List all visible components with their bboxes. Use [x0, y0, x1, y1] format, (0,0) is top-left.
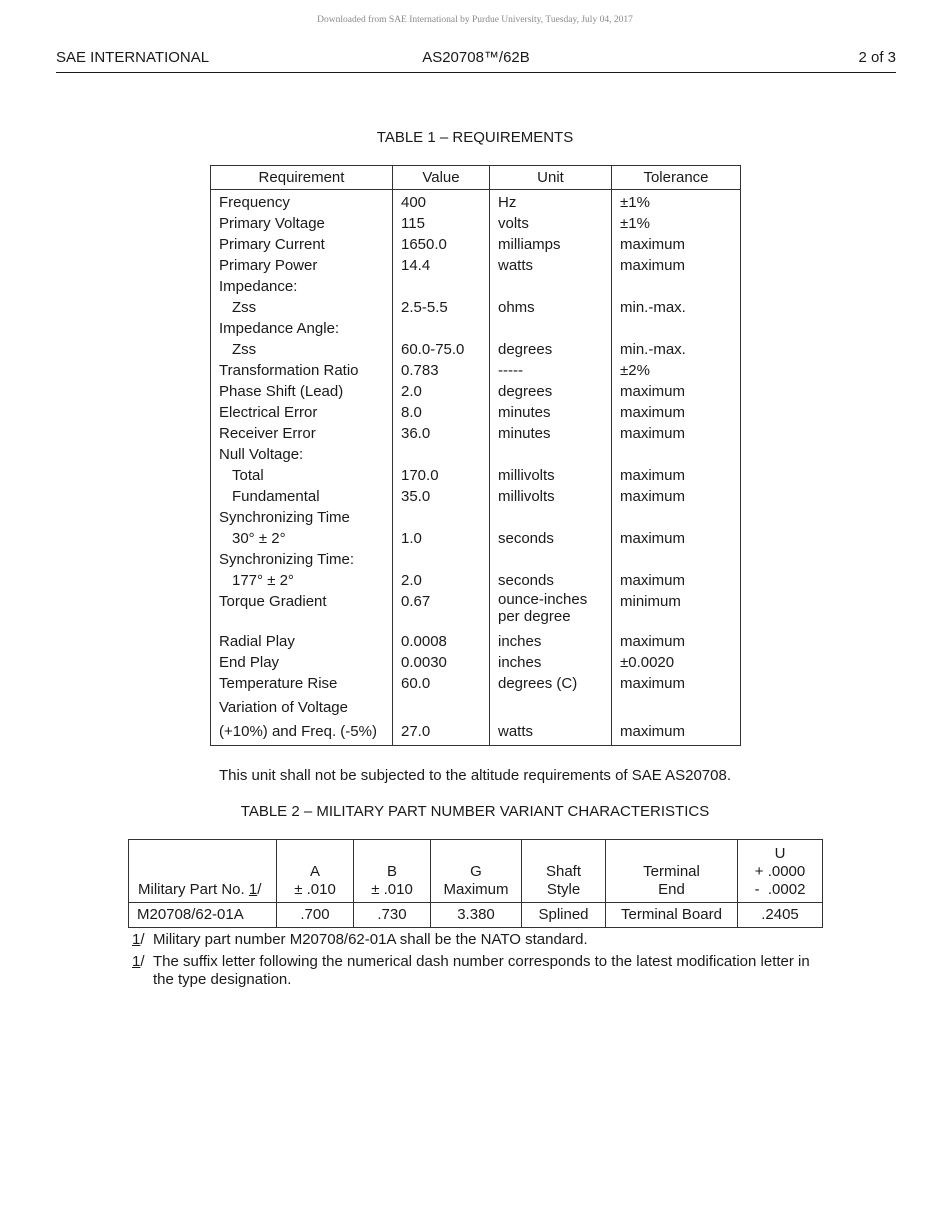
table-row [211, 549, 741, 570]
header-line: Shaft [545, 863, 582, 880]
table-row [211, 297, 741, 318]
table-row [129, 903, 823, 928]
header-line: + .0000 [754, 863, 806, 880]
req-cell: Radial Play [211, 631, 393, 652]
value-cell [393, 444, 490, 465]
header-line: A [309, 863, 320, 880]
unit-cell: millivolts [490, 486, 612, 507]
unit-cell: seconds [490, 528, 612, 549]
value-cell: 0.0008 [393, 631, 490, 652]
download-watermark: Downloaded from SAE International by Purdue University, Tuesday, July 04, 2017 [317, 15, 633, 25]
a-cell: .700 [277, 903, 354, 928]
header-page-number: 2 of 3 [858, 49, 896, 66]
req-cell: 177° ± 2° [211, 570, 393, 591]
value-cell [393, 507, 490, 528]
value-cell [393, 318, 490, 339]
value-cell: 35.0 [393, 486, 490, 507]
tolerance-cell: maximum [612, 631, 741, 652]
value-cell: 0.0030 [393, 652, 490, 673]
unit-cell: degrees [490, 381, 612, 402]
unit-cell [490, 444, 612, 465]
value-cell: 8.0 [393, 402, 490, 423]
value-cell: 0.67 [393, 591, 490, 631]
col-header-unit: Unit [490, 166, 612, 190]
footnote-number: 1 [132, 953, 141, 970]
unit-cell: watts [490, 255, 612, 276]
tolerance-cell: maximum [612, 528, 741, 549]
req-cell: Frequency [211, 190, 393, 214]
shaft-cell: Splined [522, 903, 606, 928]
u-cell: .2405 [738, 903, 823, 928]
footnote-number: 1 [132, 931, 141, 948]
unit-cell: inches [490, 652, 612, 673]
value-cell: 115 [393, 213, 490, 234]
header-line: Maximum [443, 881, 509, 898]
b-cell: .730 [354, 903, 431, 928]
g-cell: 3.380 [431, 903, 522, 928]
table-row [211, 631, 741, 652]
col-header-requirement: Requirement [211, 166, 393, 190]
unit-cell [490, 591, 612, 631]
table-row [211, 465, 741, 486]
req-cell: (+10%) and Freq. (-5%) [211, 721, 393, 746]
table-row [211, 570, 741, 591]
unit-cell: minutes [490, 423, 612, 444]
tolerance-cell: maximum [612, 234, 741, 255]
table-row [211, 402, 741, 423]
header-line: Style [546, 881, 581, 898]
value-cell: 2.5-5.5 [393, 297, 490, 318]
tolerance-cell: minimum [612, 591, 741, 631]
table-row [211, 721, 741, 746]
part-no-cell: M20708/62-01A [129, 903, 277, 928]
req-cell: Fundamental [211, 486, 393, 507]
footnote-ref-slash: / [257, 881, 262, 898]
tolerance-cell [612, 318, 741, 339]
footnote-slash: / [140, 953, 145, 970]
req-cell: Transformation Ratio [211, 360, 393, 381]
value-cell: 170.0 [393, 465, 490, 486]
req-cell: Primary Power [211, 255, 393, 276]
page-header [56, 49, 896, 73]
table-row [211, 190, 741, 214]
tolerance-cell: maximum [612, 423, 741, 444]
table-row [211, 444, 741, 465]
footnote-ref: 1 [248, 881, 258, 898]
req-cell: Primary Voltage [211, 213, 393, 234]
table-row [211, 652, 741, 673]
tolerance-cell: ±1% [612, 213, 741, 234]
header-org: SAE INTERNATIONAL [56, 49, 210, 66]
terminal-cell: Terminal Board [606, 903, 738, 928]
header-line: ± .010 [371, 881, 413, 898]
table-row [211, 673, 741, 697]
part-number-table [128, 839, 823, 928]
req-cell: 30° ± 2° [211, 528, 393, 549]
value-cell: 14.4 [393, 255, 490, 276]
value-cell [393, 276, 490, 297]
value-cell [393, 549, 490, 570]
col-header-part-no [129, 840, 277, 903]
unit-line-1: ounce-inches [498, 591, 588, 608]
table-row [211, 213, 741, 234]
unit-cell: Hz [490, 190, 612, 214]
tolerance-cell [612, 276, 741, 297]
tolerance-cell: maximum [612, 255, 741, 276]
tolerance-cell: ±2% [612, 360, 741, 381]
tolerance-cell: maximum [612, 570, 741, 591]
footnote-mark [132, 931, 145, 949]
value-cell: 1.0 [393, 528, 490, 549]
value-cell: 2.0 [393, 381, 490, 402]
col-header-b [354, 840, 431, 903]
value-cell: 400 [393, 190, 490, 214]
col-header-tolerance: Tolerance [612, 166, 741, 190]
tolerance-cell: maximum [612, 486, 741, 507]
unit-line-2: per degree [498, 608, 571, 625]
req-cell: Null Voltage: [211, 444, 393, 465]
req-cell: Impedance: [211, 276, 393, 297]
table-row [211, 507, 741, 528]
footnote-mark [132, 953, 145, 971]
table-row [211, 318, 741, 339]
altitude-note: This unit shall not be subjected to the altitude requirements of SAE AS20708. [219, 767, 731, 784]
part-no-label: Military Part No. [138, 881, 245, 898]
req-cell: Synchronizing Time [211, 507, 393, 528]
unit-cell [490, 507, 612, 528]
table1-header-row [211, 166, 741, 190]
tolerance-cell: ±1% [612, 190, 741, 214]
value-cell: 0.783 [393, 360, 490, 381]
tolerance-cell: maximum [612, 721, 741, 746]
table-row [211, 528, 741, 549]
unit-cell: watts [490, 721, 612, 746]
tolerance-cell: maximum [612, 673, 741, 697]
tolerance-cell [612, 444, 741, 465]
footnote-text: Military part number M20708/62-01A shall be the NATO standard. [153, 931, 588, 948]
footnote-text: The suffix letter following the numerical dash number corresponds to the latest modification letter in the type designation. [153, 953, 810, 988]
table-row [211, 486, 741, 507]
req-cell: Electrical Error [211, 402, 393, 423]
col-header-g [431, 840, 522, 903]
value-cell [393, 697, 490, 721]
unit-cell [490, 549, 612, 570]
unit-cell: ----- [490, 360, 612, 381]
tolerance-cell [612, 507, 741, 528]
unit-cell: volts [490, 213, 612, 234]
req-cell: Total [211, 465, 393, 486]
header-line: ± .010 [294, 881, 336, 898]
unit-cell: millivolts [490, 465, 612, 486]
req-cell: Zss [211, 297, 393, 318]
table-row [211, 276, 741, 297]
header-line: - .0002 [754, 881, 806, 898]
col-header-u [738, 840, 823, 903]
req-cell: Phase Shift (Lead) [211, 381, 393, 402]
unit-cell [490, 697, 612, 721]
req-cell: Temperature Rise [211, 673, 393, 697]
table-row [211, 381, 741, 402]
value-cell: 2.0 [393, 570, 490, 591]
table2-header-row [129, 840, 823, 903]
table2-title: TABLE 2 – MILITARY PART NUMBER VARIANT CHARACTERISTICS [240, 803, 710, 820]
unit-cell: minutes [490, 402, 612, 423]
value-cell: 36.0 [393, 423, 490, 444]
footnote-1 [132, 931, 832, 949]
footnote-slash: / [140, 931, 145, 948]
header-line: U [774, 845, 786, 862]
table-row [211, 339, 741, 360]
unit-cell: inches [490, 631, 612, 652]
unit-cell: seconds [490, 570, 612, 591]
tolerance-cell: min.-max. [612, 339, 741, 360]
unit-cell: degrees (C) [490, 673, 612, 697]
col-header-value: Value [393, 166, 490, 190]
req-cell: Impedance Angle: [211, 318, 393, 339]
tolerance-cell: maximum [612, 402, 741, 423]
value-cell: 60.0-75.0 [393, 339, 490, 360]
unit-cell: milliamps [490, 234, 612, 255]
tolerance-cell: min.-max. [612, 297, 741, 318]
value-cell: 1650.0 [393, 234, 490, 255]
req-cell: Zss [211, 339, 393, 360]
table-row [211, 697, 741, 721]
footnote-2 [132, 953, 832, 989]
req-cell: End Play [211, 652, 393, 673]
unit-cell [490, 276, 612, 297]
unit-cell [490, 318, 612, 339]
header-line: B [386, 863, 397, 880]
tolerance-cell [612, 549, 741, 570]
tolerance-cell [612, 697, 741, 721]
requirements-table [210, 165, 741, 746]
table-row [211, 360, 741, 381]
req-cell: Receiver Error [211, 423, 393, 444]
unit-cell: degrees [490, 339, 612, 360]
col-header-shaft-style [522, 840, 606, 903]
tolerance-cell: ±0.0020 [612, 652, 741, 673]
table-row [211, 591, 741, 631]
table-row [211, 255, 741, 276]
col-header-a [277, 840, 354, 903]
table-row [211, 423, 741, 444]
value-cell: 27.0 [393, 721, 490, 746]
tolerance-cell: maximum [612, 381, 741, 402]
value-cell: 60.0 [393, 673, 490, 697]
req-cell: Synchronizing Time: [211, 549, 393, 570]
unit-cell: ohms [490, 297, 612, 318]
header-doc-number: AS20708™/62B [422, 49, 530, 66]
header-line: Terminal [643, 863, 700, 880]
table-row [211, 234, 741, 255]
tolerance-cell: maximum [612, 465, 741, 486]
req-cell: Variation of Voltage [211, 697, 393, 721]
req-cell: Primary Current [211, 234, 393, 255]
header-line: G [470, 863, 482, 880]
req-cell: Torque Gradient [211, 591, 393, 631]
header-line: End [658, 881, 685, 898]
table1-title: TABLE 1 – REQUIREMENTS [376, 129, 574, 146]
col-header-terminal-end [606, 840, 738, 903]
